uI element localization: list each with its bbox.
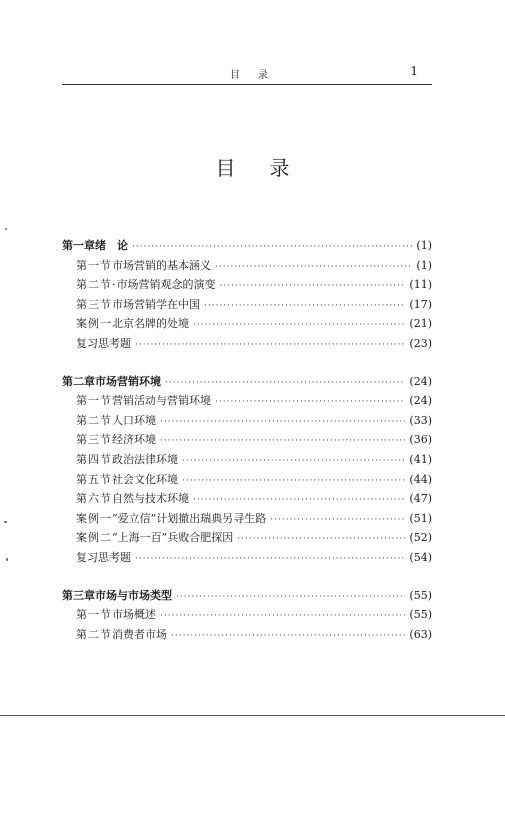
scan-speck [4,521,7,523]
scan-speck [5,228,7,230]
dot-leader [182,472,405,492]
dot-leader [215,393,405,413]
page-ref: (11) [409,278,432,292]
chapter-number: 第三章 [62,588,95,602]
section-number: 第二节 [76,413,112,427]
dot-leader [160,413,405,433]
page-ref: (17) [409,297,432,311]
running-head [62,64,432,80]
chapter-title: 绪 论 [95,239,128,252]
page-ref: (51) [409,511,432,525]
page-number: 1 [410,64,418,78]
page-ref: (47) [409,492,432,506]
dot-leader [215,258,412,278]
section-title: 复习思考题 [76,336,131,350]
section-title: 北京名牌的处境 [112,317,189,331]
section-title: “爱立信”计划撤出瑞典另寻生路 [112,511,267,525]
section-number: 第一节 [76,394,112,408]
toc-chapter [62,586,432,645]
page-ref: (1) [416,258,432,272]
page-ref: (24) [409,374,432,388]
page-ref: (52) [409,531,432,545]
toc-entry-row [62,295,432,315]
page-ref: (21) [409,317,432,331]
chapter-title: 市场与市场类型 [95,588,172,602]
page-ref: (1) [416,239,432,252]
dot-leader [193,316,405,336]
section-title: 人口环境 [112,413,156,427]
footer-rule [0,715,505,716]
chapter-number: 第二章 [62,374,95,388]
section-number: 第三节 [76,433,112,447]
section-number: 案例一 [76,317,112,331]
section-number: 案例二 [76,531,112,545]
toc-entry-row [62,548,432,568]
section-title: 市场概述 [112,608,156,622]
page-ref: (63) [409,627,432,641]
chapter-spacer [62,568,432,586]
page-ref: (33) [409,413,432,427]
dot-leader [160,432,405,452]
toc-chapter-row [62,372,432,392]
toc-entry-row [62,470,432,490]
running-head-title: 目录 [230,70,286,81]
section-number: 第四节 [76,452,112,466]
page-ref: (36) [409,433,432,447]
toc-entry-row [62,528,432,548]
section-number: 第一节 [76,608,112,622]
toc-entry-row [62,430,432,450]
toc-entry-row [62,509,432,529]
toc-entry-row [62,605,432,625]
page-ref: (55) [409,588,432,602]
toc-chapter-row [62,586,432,606]
page-ref: (41) [409,452,432,466]
dot-leader [171,627,405,647]
toc-entry-row [62,411,432,431]
toc-chapter-row [62,236,432,256]
dot-leader [160,607,405,627]
toc-entry-row [62,314,432,334]
section-title: 自然与技术环境 [112,492,189,506]
table-of-contents [62,236,432,644]
section-number: 第六节 [76,492,112,506]
page-ref: (55) [409,608,432,622]
toc-entry-row [62,391,432,411]
section-number: 第三节 [76,297,112,311]
page-ref: (23) [409,336,432,350]
dot-leader [135,550,405,570]
section-title: 消费者市场 [112,627,167,641]
section-title: 社会文化环境 [112,472,178,486]
dot-leader [135,336,405,356]
section-title: 市场营销观念的演变 [116,278,216,292]
toc-chapter [62,372,432,568]
section-title: 市场营销的基本涵义 [112,258,211,272]
section-title: 复习思考题 [76,550,131,564]
section-number: 案例一 [76,511,112,525]
dot-leader [220,277,406,297]
toc-entry-row [62,334,432,354]
dot-leader [270,511,405,531]
page-title: 目录 [215,156,324,180]
section-number: 第二节 [76,627,112,641]
dot-leader [237,530,405,550]
scan-speck [6,558,8,561]
section-title: 营销活动与营销环境 [112,394,211,408]
page-ref: (24) [409,394,432,408]
section-title: 政治法律环境 [112,452,178,466]
section-title: “上海一百”兵败合肥探因 [112,531,234,545]
toc-entry-row [62,489,432,509]
section-number: 第五节 [76,472,112,486]
chapter-title: 市场营销环境 [95,374,161,388]
chapter-number: 第一章 [62,239,95,252]
page-ref: (54) [409,550,432,564]
section-title: 市场营销学在中国 [112,297,200,311]
page-ref: (44) [409,472,432,486]
section-number: 第二节· [76,278,117,292]
chapter-spacer [62,354,432,372]
section-number: 第一节 [76,258,112,272]
toc-entry-row [62,450,432,470]
dot-leader [204,297,405,317]
toc-entry-row [62,625,432,645]
dot-leader [182,452,405,472]
toc-entry-row [62,256,432,276]
toc-entry-row [62,275,432,295]
section-title: 经济环境 [112,433,156,447]
toc-chapter [62,236,432,354]
header-rule [62,84,432,85]
dot-leader [176,588,405,608]
